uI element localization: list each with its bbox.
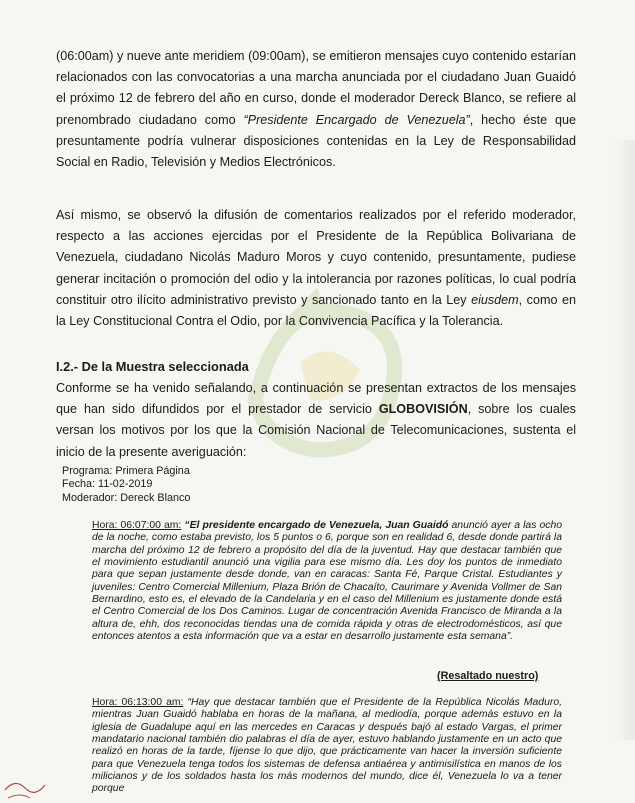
quote-text: anunció ayer a las ocho de la noche, como estaba previsto, los 5 puntos o 6, porque son en realidad 6, desde donde partirá la marcha del próximo 12 de febrero a propósito del día de la juventud. Hay que destacar también que el movimiento estudiantil anunció una vigilia para ese mismo día. Les doy los puntos de inmediato para que sepan justamente desde donde, van en caracas: Santa Fé, Parque Cristal. Estudiantes y juveniles: Centro Comercial Millenium, Plaza Brión de Chacaíto, Caurimare y Avenida Vollmer de San Bernardino, esto es, el elevado de la Candelaria y en el caso del Millenium es justamente donde está el Centro Comercial de los Dos Caminos. Lugar de concentración Avenida Francisco de Miranda a la altura de, ehh, dos reconocidas tiendas una de comida rápida y otras de electrodomésticos, así que entonces atentos a esta información que va a estar en desarrollo justamente esta semana”.: [92, 520, 563, 643]
program-date: Fecha: 11-02-2019: [62, 478, 153, 491]
paragraph-marcha: (06:00am) y nueve ante meridiem (09:00am), se emitieron mensajes cuyo contenido estarían relacionados con las convocatorias a una marcha anunciada por el ciudadano Juan Guaidó el próximo 12 de febrero del año en curso, donde el moderador Dereck Blanco, se refiere al prenombrado ciudadano como “Presidente Encargado de Venezuela”, hecho éste que presuntamente podría vulnerar disposiciones contenidas en la Ley de Responsabilidad Social en Radio, Televisión y Medios Electrónicos.: [56, 49, 576, 170]
section-heading: I.2.- De la Muestra seleccionada: [56, 359, 249, 374]
quote-time: Hora: 06:07:00 am:: [92, 520, 182, 531]
section-body: Conforme se ha venido señalando, a continuación se presentan extractos de los mensajes que han sido difundidos por el prestador de servicio GLOBOVISIÓN, sobre los cuales versan los motivos por los que la Comisión Nacional de Telecomunicaciones, sustenta el inicio de la presente averiguación:: [56, 381, 576, 459]
program-moderator: Moderador: Dereck Blanco: [62, 491, 191, 504]
quote-text: “Hay que destacar también que el Presidente de la República Nicolás Maduro, mientras Juan Guaidó hablaba en horas de la mañana, al mediodía, porque además estuvo en la iglesia de Guadalupe aquí en las mercedes en Caracas y después bajó al estado Vargas, el primer mandatario nacional también dio palabras el día de ayer, estuvo hablando justamente en un acto que realizó en horas de la tarde, fíjense lo que dijo, que prácticamente van hacer la inversión suficiente para que Venezuela tenga todos los sistemas de defensa antiaérea y antimisilística en manos de los milicianos y de los soldados hasta los más modernos del mundo, dice él, Venezuela lo va a tener porque: [92, 697, 562, 795]
quote-time: Hora: 06:13:00 am:: [92, 697, 184, 708]
emphasis-note: (Resaltado nuestro): [437, 670, 539, 682]
signature-mark-icon: [0, 770, 60, 803]
program-name: Programa: Primera Página: [62, 465, 190, 477]
program-info: [62, 465, 190, 505]
quote-block: [92, 520, 562, 643]
quote-lead: “El presidente encargado de Venezuela, Juan Guaidó: [184, 520, 449, 531]
paragraph-odio: Así mismo, se observó la difusión de comentarios realizados por el referido moderador, respecto a las acciones ejercidas por el Presidente de la República Bolivariana de Venezuela, ciudadano Nicolás Maduro Moros y cuyo contenido, presuntamente, pudiese generar incitación o promoción del odio y la intolerancia por razones políticas, lo cual podría constituir otro ilícito administrativo previsto y sancionado tanto en la Ley eiusdem, como en la Ley Constitucional Contra el Odio, por la Convivencia Pacífica y la Tolerancia.: [56, 208, 576, 329]
quote-block: [92, 697, 562, 796]
scan-edge-shadow: [613, 140, 635, 740]
